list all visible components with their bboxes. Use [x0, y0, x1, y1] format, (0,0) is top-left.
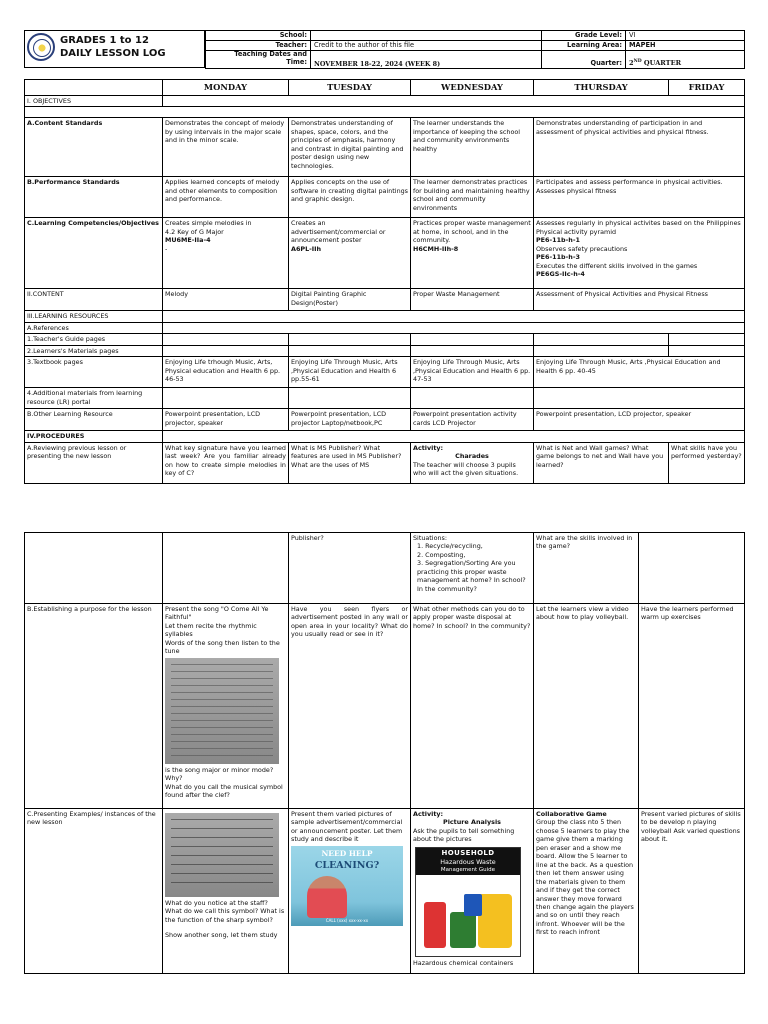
textbook-wed: Enjoying Life Through Music, Arts ,Physical Education and Health 6 pp. 47-53: [411, 357, 534, 388]
textbook-mon: Enjoying Life trhough Music, Arts, Physical education and Health 6 pp. 46-53: [163, 357, 289, 388]
content-standards-row: [25, 118, 745, 177]
section-objectives: I. OBJECTIVES: [25, 95, 163, 106]
staff-sharp-image: [165, 813, 279, 897]
perf-std-wed: The learner demonstrates practices for building and maintaining healthy school and community environments: [411, 177, 534, 218]
review-fri: What skills have you performed yesterday?: [669, 442, 745, 483]
perf-std-thufri: Participates and assess performance in physical activities. Assesses physical fitness: [534, 177, 745, 218]
label-additional-materials: 4.Additional materials from learning resource (LR) portal: [25, 388, 163, 409]
days-header-row: [25, 80, 745, 96]
grade-label: Grade Level:: [542, 31, 626, 41]
other-mon: Powerpoint presentation, LCD projector, speaker: [163, 409, 289, 431]
grade-value: VI: [626, 31, 745, 41]
purpose-thu: Let the learners view a video about how to play volleyball.: [534, 604, 639, 809]
textbook-row: [25, 357, 745, 388]
header-info-table: [205, 30, 745, 69]
label-reviewing: A.Reviewing previous lesson or presenting the new lesson: [25, 442, 163, 483]
presenting-row: [25, 809, 745, 974]
lesson-log-table-page2: [24, 532, 745, 974]
present-mon: What do you notice at the staff? What do we call this symbol? What is the function of the sharp symbol? Show another song, let them study: [163, 809, 289, 974]
area-label: Learning Area:: [542, 41, 626, 51]
label-other-resource: B.Other Learning Resource: [25, 409, 163, 431]
school-value: [311, 31, 542, 41]
textbook-thufri: Enjoying Life Through Music, Arts ,Physical Education and Health 6 pp. 40-45: [534, 357, 745, 388]
review-tue-cont: Publisher?: [289, 533, 411, 604]
label-purpose: B.Establishing a purpose for the lesson: [25, 604, 163, 809]
content-std-thufri: Demonstrates understanding of participation in and assessment of physical activities and physical fitness.: [534, 118, 745, 177]
comp-tue: Creates an advertisement/commercial or announcement poster A6PL-IIh: [289, 218, 411, 289]
teacher-value: Credit to the author of this file: [311, 41, 542, 51]
review-wed-cont: Situations: 1. Recycle/recycling, 2. Composting, 3. Segregation/Sorting Are you practicing this proper waste management at home? In school? In the community?: [411, 533, 534, 604]
other-thufri: Powerpoint presentation, LCD projector, speaker: [534, 409, 745, 431]
day-monday: MONDAY: [163, 80, 289, 96]
header-title-line1: GRADES 1 to 12: [60, 35, 149, 46]
hazardous-waste-image: HOUSEHOLD Hazardous Waste Management Guide: [415, 847, 521, 957]
cleaning-poster-image: NEED HELP CLEANING? CALL (xxx) xxx-xx-xx: [291, 846, 403, 926]
label-content: II.CONTENT: [25, 289, 163, 311]
review-thu-cont: What are the skills involved in the game?: [534, 533, 639, 604]
purpose-tue: Have you seen flyers or advertisement posted in any wall or open area in your locality? What do you usually read or see in it?: [289, 604, 411, 809]
label-presenting: C.Presenting Examples/ instances of the new lesson: [25, 809, 163, 974]
lesson-log-table: [24, 79, 745, 484]
label-references: A.References: [25, 322, 163, 333]
dates-label: Teaching Dates and Time:: [206, 51, 311, 69]
purpose-fri: Have the learners performed warm up exercises: [639, 604, 745, 809]
performance-standards-row: [25, 177, 745, 218]
school-label: School:: [206, 31, 311, 41]
reviewing-row: [25, 442, 745, 483]
content-tue: Digital Painting Graphic Design(Poster): [289, 289, 411, 311]
purpose-row: [25, 604, 745, 809]
present-wed: Activity: Picture Analysis Ask the pupils to tell something about the pictures HOUSEHOLD Hazardous Waste Management Guide Hazardous chemical containers: [411, 809, 534, 974]
competencies-row: [25, 218, 745, 289]
textbook-tue: Enjoying Life Through Music, Arts ,Physical Education and Health 6 pp.55-61: [289, 357, 411, 388]
day-thursday: THURSDAY: [534, 80, 669, 96]
label-procedures: IV.PROCEDURES: [25, 431, 163, 442]
other-wed: Powerpoint presentation activity cards LCD Projector: [411, 409, 534, 431]
quarter-value: 2ND QUARTER: [626, 51, 745, 69]
other-tue: Powerpoint presentation, LCD projector Laptop/netbook,PC: [289, 409, 411, 431]
label-content-standards: A.Content Standards: [25, 118, 163, 177]
label-learning-resources: III.LEARNING RESOURCES: [25, 311, 163, 322]
content-thufri: Assessment of Physical Activities and Physical Fitness: [534, 289, 745, 311]
header-title-line2: DAILY LESSON LOG: [60, 48, 166, 59]
content-std-mon: Demonstrates the concept of melody by using intervals in the major scale and in the minor scale.: [163, 118, 289, 177]
purpose-mon: Present the song "O Come All Ye Faithful" Let them recite the rhythmic syllables Words of the song then listen to the tune is the song major or minor mode? Why? What do you call the musical symbol found after the clef?: [163, 604, 289, 809]
label-competencies: C.Learning Competencies/Objectives: [25, 218, 163, 289]
label-teachers-guide: 1.Teacher's Guide pages: [25, 334, 163, 345]
content-mon: Melody: [163, 289, 289, 311]
comp-mon: Creates simple melodies in 4.2 Key of G Major MU6ME-IIa-4 -: [163, 218, 289, 289]
other-resources-row: [25, 409, 745, 431]
review-wed: Activity: Charades The teacher will choose 3 pupils who will act the given situations.: [411, 442, 534, 483]
review-mon: What key signature have you learned last week? Are you familiar already on how to create simple melodies in key of C?: [163, 442, 289, 483]
content-std-tue: Demonstrates understanding of shapes, space, colors, and the principles of emphasis, harmony and contrast in digital painting and poster design using new technologies.: [289, 118, 411, 177]
quarter-label: Quarter:: [542, 51, 626, 69]
area-value: MAPEH: [626, 41, 745, 51]
day-tuesday: TUESDAY: [289, 80, 411, 96]
present-fri: Present varied pictures of skills to be develop n playing volleyball Ask varied questions about it.: [639, 809, 745, 974]
label-textbook: 3.Textbook pages: [25, 357, 163, 388]
label-performance-standards: B.Performance Standards: [25, 177, 163, 218]
comp-wed: Practices proper waste management at home, in school, and in the community. H6CMH-IIh-8: [411, 218, 534, 289]
content-row: [25, 289, 745, 311]
review-tue: What is MS Publisher? What features are used in MS Publisher? What are the uses of MS: [289, 442, 411, 483]
perf-std-mon: Applies learned concepts of melody and other elements to composition and performance.: [163, 177, 289, 218]
song-sheet-image: [165, 658, 279, 764]
purpose-wed: What other methods can you do to apply proper waste disposal at home? In school? In the community?: [411, 604, 534, 809]
cleaner-figure: [307, 876, 347, 918]
perf-std-tue: Applies concepts on the use of software in creating digital paintings and graphic design.: [289, 177, 411, 218]
content-std-wed: The learner understands the importance of keeping the school and community environments healthy: [411, 118, 534, 177]
day-friday: FRIDAY: [669, 80, 745, 96]
teacher-label: Teacher:: [206, 41, 311, 51]
dates-value: NOVEMBER 18-22, 2024 (WEEK 8): [311, 51, 542, 69]
present-thu: Collaborative Game Group the class nto 5 then choose 5 learners to play the game give them a marking pen eraser and a show me board. Allow the 5 learner to line at the back. As a question then let them answer using the materials given to them and if they get the correct answer they move forward then change again the players and so on until they reach infront. Whoever will be the first to reach infront: [534, 809, 639, 974]
present-tue: Present them varied pictures of sample advertisement/commercial or announcement poster. Let them study and describe it NEED HELP CLEANING? CALL (xxx) xxx-xx-xx: [289, 809, 411, 974]
day-wednesday: WEDNESDAY: [411, 80, 534, 96]
review-thu: What is Net and Wall games? What game belongs to net and Wall have you learned?: [534, 442, 669, 483]
comp-thufri: Assesses regularly in physical activites based on the Philippines Physical activity pyramid PE6-11b-h-1 Observes safety precautions PE6-11b-h-3 Executes the different skills involved in the games PE6GS-IIc-h-4: [534, 218, 745, 289]
content-wed: Proper Waste Management: [411, 289, 534, 311]
reviewing-continued-row: [25, 533, 745, 604]
label-learners-materials: 2.Learners's Materials pages: [25, 345, 163, 356]
